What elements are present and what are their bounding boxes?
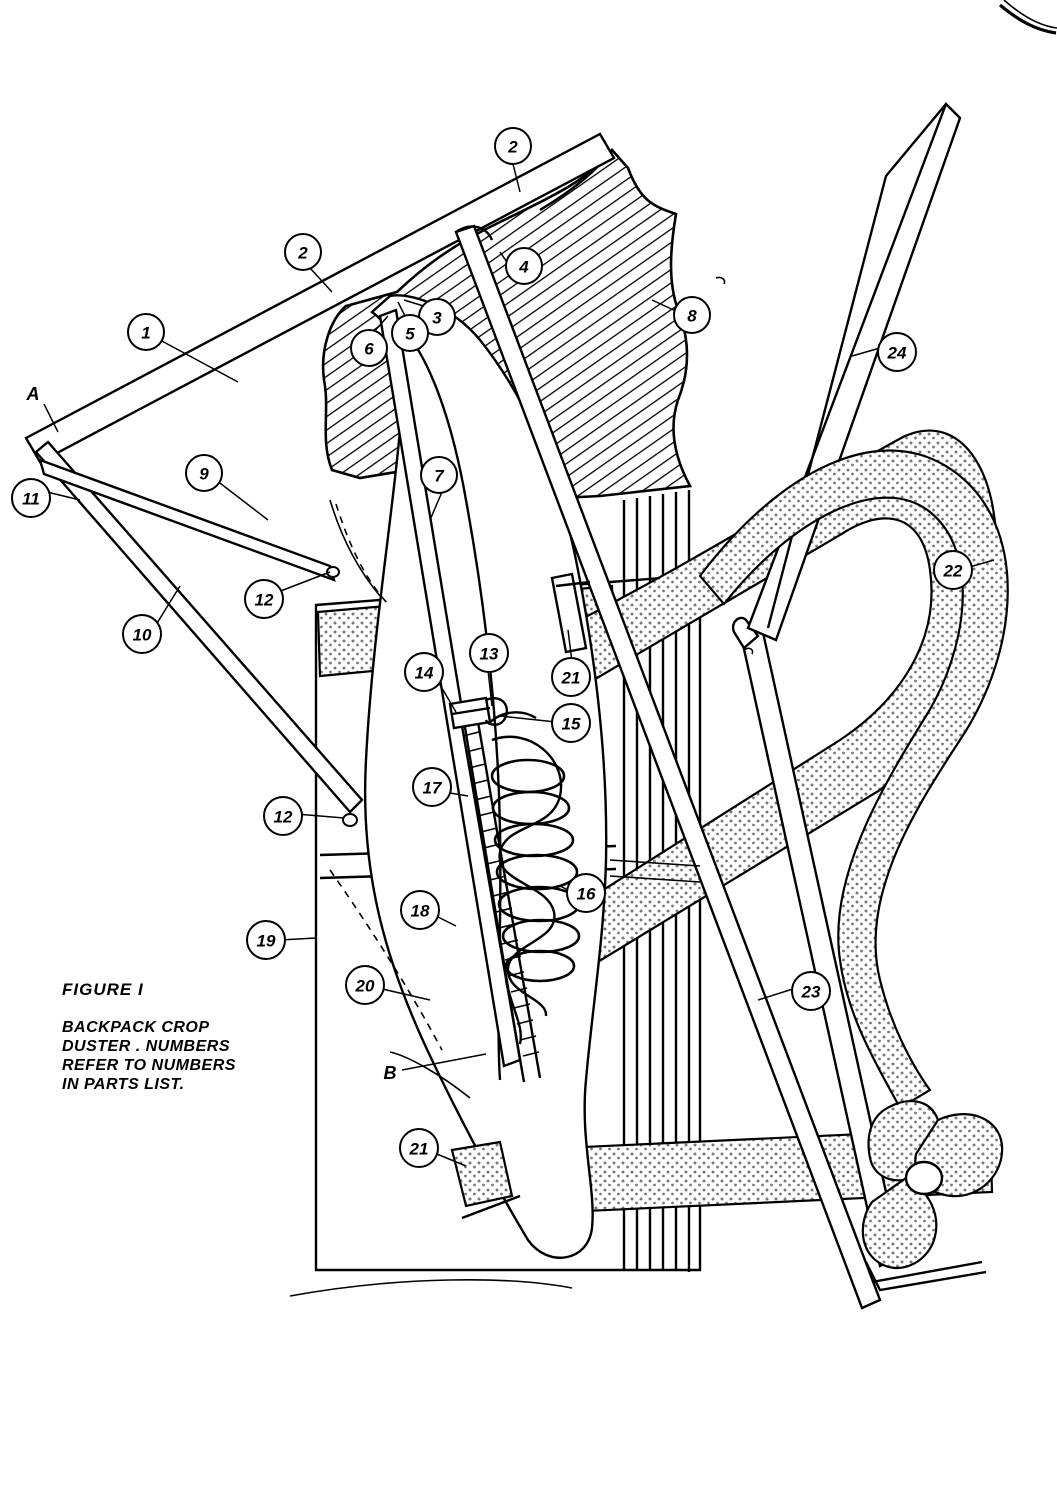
callout-number: 8 bbox=[687, 306, 697, 326]
callout-2 bbox=[495, 128, 531, 164]
callout-number: 2 bbox=[508, 137, 518, 157]
callout-number: 19 bbox=[256, 931, 276, 951]
figure-caption-line-3: REFER TO NUMBERS bbox=[62, 1057, 236, 1074]
callout-number: 1 bbox=[141, 323, 151, 343]
letter-label-B: B bbox=[383, 1063, 397, 1083]
callout-10 bbox=[123, 615, 161, 653]
callout-5 bbox=[392, 315, 428, 351]
callout-number: 24 bbox=[887, 343, 907, 363]
callout-18 bbox=[401, 891, 439, 929]
callout-9 bbox=[186, 455, 222, 491]
callout-number: 13 bbox=[479, 644, 499, 664]
figure-caption-line-4: IN PARTS LIST. bbox=[62, 1076, 185, 1093]
figure-title: FIGURE I bbox=[62, 980, 144, 999]
callout-17 bbox=[413, 768, 451, 806]
callout-number: 12 bbox=[273, 807, 293, 827]
callout-15 bbox=[552, 704, 590, 742]
callout-number: 14 bbox=[414, 663, 434, 683]
frame-eyelet-lower bbox=[343, 814, 357, 826]
callout-number: 11 bbox=[22, 489, 40, 509]
frame-left-rail bbox=[36, 442, 362, 812]
callout-7 bbox=[421, 457, 457, 493]
callout-number: 21 bbox=[561, 668, 581, 688]
figure-caption-line-1: BACKPACK CROP bbox=[62, 1019, 210, 1036]
callout-number: 9 bbox=[199, 464, 209, 484]
callout-number: 22 bbox=[943, 561, 963, 581]
callout-14 bbox=[405, 653, 443, 691]
callout-number: 7 bbox=[434, 466, 444, 486]
callout-13 bbox=[470, 634, 508, 672]
callout-4 bbox=[506, 248, 542, 284]
callout-12 bbox=[264, 797, 302, 835]
callout-11 bbox=[12, 479, 50, 517]
callout-number: 17 bbox=[422, 778, 442, 798]
callout-number: 4 bbox=[519, 257, 529, 277]
callout-number: 2 bbox=[298, 243, 308, 263]
callout-number: 21 bbox=[409, 1139, 429, 1159]
callout-21 bbox=[400, 1129, 438, 1167]
callout-2 bbox=[285, 234, 321, 270]
callout-6 bbox=[351, 330, 387, 366]
callout-number: 10 bbox=[132, 625, 152, 645]
callout-24 bbox=[878, 333, 916, 371]
callout-number: 12 bbox=[254, 590, 274, 610]
callout-1 bbox=[128, 314, 164, 350]
callout-number: 20 bbox=[355, 976, 375, 996]
callout-23 bbox=[792, 972, 830, 1010]
callout-number: 15 bbox=[561, 714, 581, 734]
callout-number: 23 bbox=[801, 982, 821, 1002]
callout-number: 5 bbox=[405, 324, 415, 344]
callout-16 bbox=[567, 874, 605, 912]
callout-12 bbox=[245, 580, 283, 618]
callout-number: 6 bbox=[364, 339, 374, 359]
figure-caption-line-2: DUSTER . NUMBERS bbox=[62, 1038, 231, 1055]
callout-8 bbox=[674, 297, 710, 333]
callout-21 bbox=[552, 658, 590, 696]
letter-label-A: A bbox=[26, 384, 40, 404]
callout-19 bbox=[247, 921, 285, 959]
callout-number: 3 bbox=[432, 308, 442, 328]
callout-20 bbox=[346, 966, 384, 1004]
callout-22 bbox=[934, 551, 972, 589]
page-corner-curve bbox=[1000, 0, 1057, 33]
callout-number: 18 bbox=[410, 901, 430, 921]
callout-number: 16 bbox=[576, 884, 596, 904]
